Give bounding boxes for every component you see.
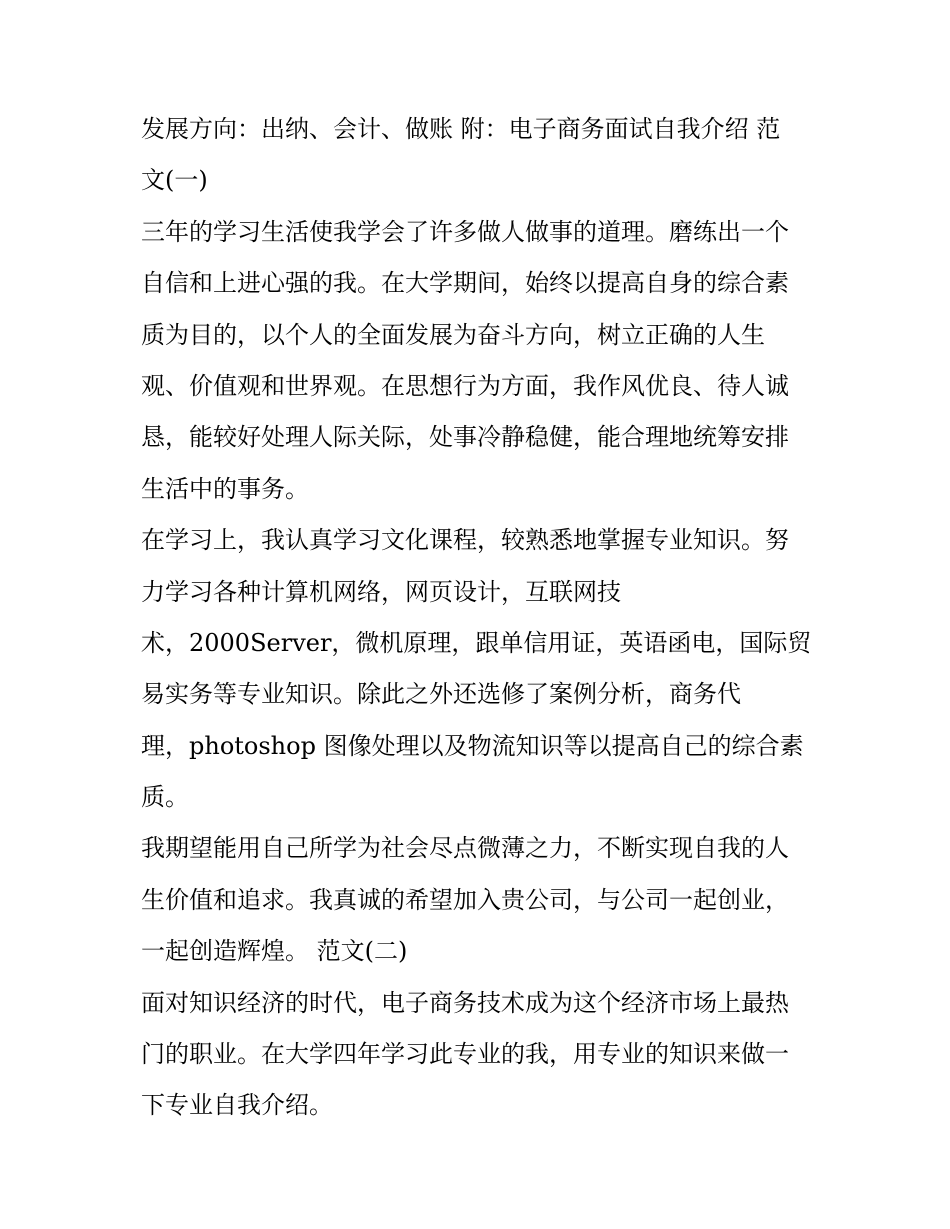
text-line: 术，2000Server，微机原理，跟单信用证，英语函电，国际贸 xyxy=(141,628,812,657)
text-line: 生价值和追求。我真诚的希望加入贵公司，与公司一起创业， xyxy=(141,885,789,914)
text-line: 质。 xyxy=(141,783,189,812)
text-line: 自信和上进心强的我。在大学期间，始终以提高自身的综合素 xyxy=(141,269,789,298)
text-line: 我期望能用自己所学为社会尽点微薄之力，不断实现自我的人 xyxy=(141,834,789,863)
text-line: 在学习上，我认真学习文化课程，较熟悉地掌握专业知识。努 xyxy=(141,526,789,555)
text-line: 三年的学习生活使我学会了许多做人做事的道理。磨练出一个 xyxy=(141,217,789,246)
document-body xyxy=(141,104,816,1132)
text-line: 一起创造辉煌。 范文(二) xyxy=(141,937,408,966)
text-line: 下专业自我介绍。 xyxy=(141,1091,333,1120)
text-line: 发展方向：出纳、会计、做账 附：电子商务面试自我介绍 范 xyxy=(141,115,781,143)
text-line: 理，photoshop 图像处理以及物流知识等以提高自己的综合素 xyxy=(141,731,804,760)
text-line: 面对知识经济的时代，电子商务技术成为这个经济市场上最热 xyxy=(141,988,789,1017)
text-line: 力学习各种计算机网络，网页设计，互联网技 xyxy=(141,577,621,606)
text-line: 易实务等专业知识。除此之外还选修了案例分析，商务代 xyxy=(141,680,741,709)
text-line: 质为目的，以个人的全面发展为奋斗方向，树立正确的人生 xyxy=(141,320,765,349)
text-line: 恳，能较好处理人际关际，处事冷静稳健，能合理地统筹安排 xyxy=(141,423,789,452)
text-line: 观、价值观和世界观。在思想行为方面，我作风优良、待人诚 xyxy=(141,371,789,400)
text-line: 生活中的事务。 xyxy=(141,474,309,503)
text-line: 门的职业。在大学四年学习此专业的我，用专业的知识来做一 xyxy=(141,1040,789,1069)
text-line: 文(一) xyxy=(141,166,208,195)
